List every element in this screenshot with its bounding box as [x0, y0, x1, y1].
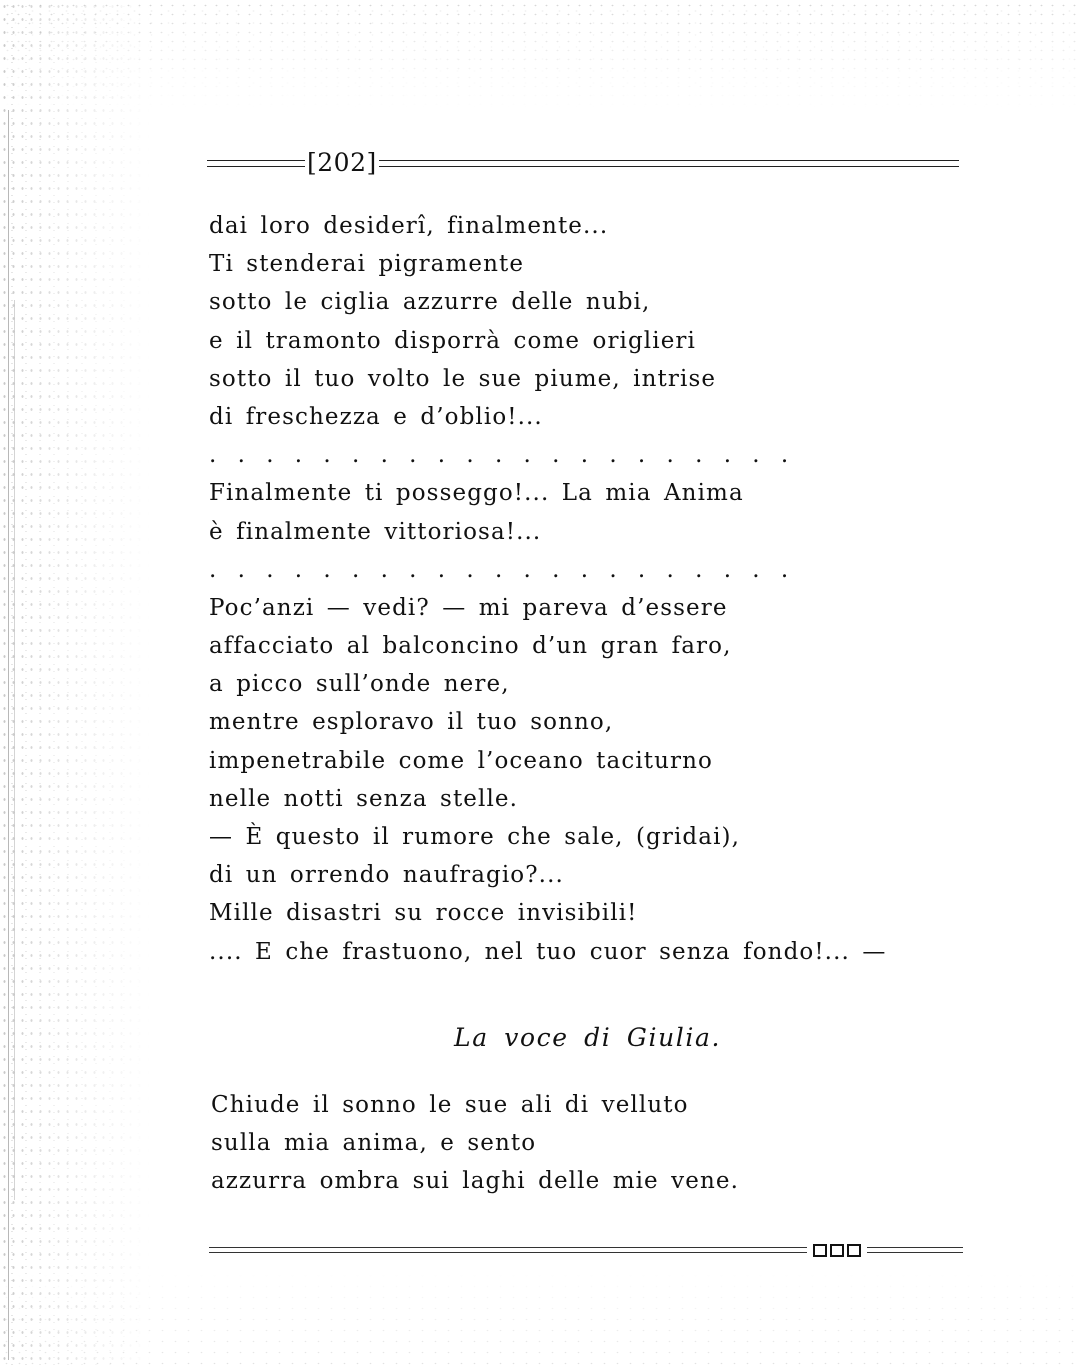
- verse-line: è finalmente vittoriosa!...: [209, 518, 542, 545]
- verse-line: — È questo il rumore che sale, (gridai),: [209, 824, 741, 850]
- poem-text: [209, 207, 929, 971]
- verse-line: sotto le ciglia azzurre delle nubi,: [209, 289, 651, 316]
- verse-line: sulla mia anima, e sento: [211, 1130, 537, 1157]
- dotted-separator: . . . . . . . . . . . . . . . . . . . . .: [209, 556, 789, 583]
- scan-noise-bottom: [0, 1270, 1084, 1369]
- verse-line: mentre esploravo il tuo sonno,: [209, 709, 614, 736]
- ornament-boxes: [807, 1244, 867, 1257]
- ornament-square: [847, 1244, 861, 1257]
- verse-line: dai loro desiderî, finalmente...: [209, 213, 609, 239]
- page-number: [202]: [307, 148, 377, 177]
- verse-line: e il tramonto disporrà come origlieri: [209, 327, 696, 354]
- verse-line: di un orrendo naufragio?...: [209, 862, 564, 889]
- page-header: [207, 146, 959, 180]
- header-rule-right: [379, 160, 959, 167]
- verse-line: Poc’anzi — vedi? — mi pareva d’essere: [209, 594, 728, 621]
- scan-noise-left: [0, 0, 150, 1369]
- page-footer-ornament: [209, 1240, 963, 1260]
- footer-rule-right: [867, 1247, 963, 1253]
- verse-line: affacciato al balconcino d’un gran faro,: [209, 633, 732, 660]
- ornament-square: [813, 1244, 827, 1257]
- verse-line: sotto il tuo volto le sue piume, intrise: [209, 365, 717, 392]
- verse-line: Chiude il sonno le sue ali di velluto: [211, 1092, 689, 1118]
- scan-edge-line: [8, 110, 9, 1360]
- dotted-separator: . . . . . . . . . . . . . . . . . . . . .: [209, 442, 789, 469]
- verse-line: azzurra ombra sui laghi delle mie vene.: [211, 1168, 740, 1195]
- verse-line: impenetrabile come l’oceano taciturno: [209, 747, 713, 774]
- scan-edge-line: [14, 300, 15, 1200]
- verse-line: Ti stenderai pigramente: [209, 251, 525, 278]
- ornament-square: [830, 1244, 844, 1257]
- poem-text-continued: [211, 1086, 931, 1201]
- verse-line: a picco sull’onde nere,: [209, 671, 510, 698]
- verse-line: di freschezza e d’oblio!...: [209, 403, 543, 430]
- section-title: La voce di Giulia.: [454, 1023, 722, 1052]
- verse-line: nelle notti senza stelle.: [209, 785, 519, 812]
- verse-line: .... E che frastuono, nel tuo cuor senza fondo!... —: [209, 938, 887, 965]
- verse-line: Mille disastri su rocce invisibili!: [209, 900, 638, 927]
- scan-noise-top: [0, 0, 1084, 110]
- footer-rule-left: [209, 1247, 807, 1253]
- verse-line: Finalmente ti posseggo!... La mia Anima: [209, 480, 744, 507]
- header-rule-left: [207, 160, 305, 167]
